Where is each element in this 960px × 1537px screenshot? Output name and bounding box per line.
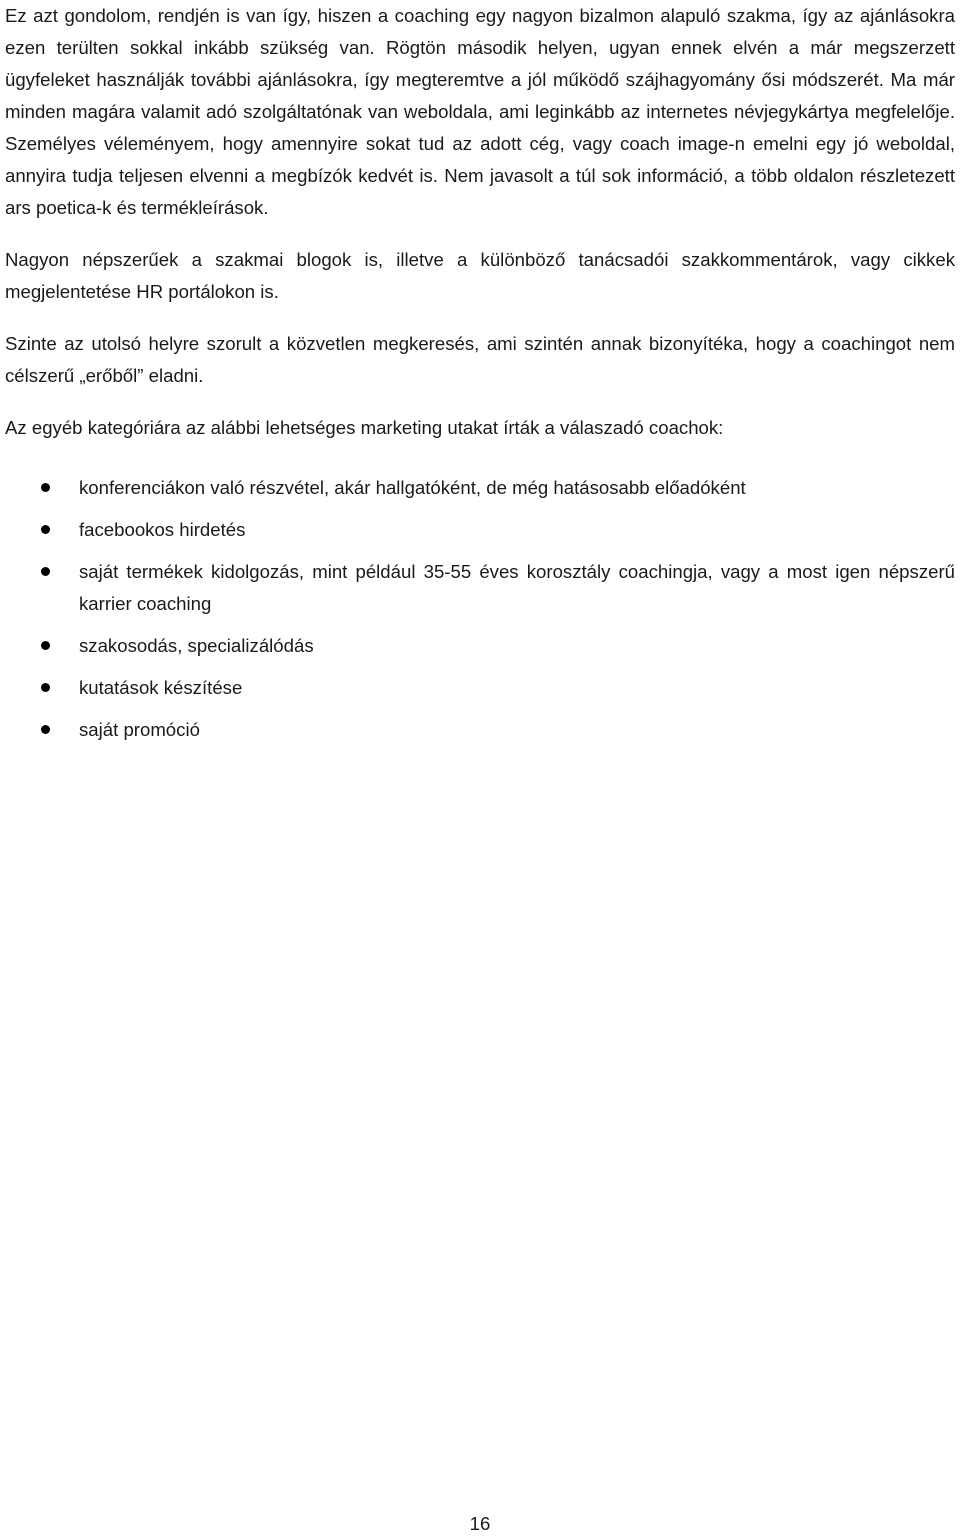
bullet-icon [41,725,50,734]
document-page [5,0,955,756]
list-item-text: szakosodás, specializálódás [79,635,314,656]
list-intro-paragraph: Az egyéb kategóriára az alábbi lehetséges marketing utakat írták a válaszadó coachok: [5,417,724,438]
body-paragraph: Ez azt gondolom, rendjén is van így, hiszen a coaching egy nagyon bizalmon alapuló szakma, így az ajánlásokra ezen terülten sokkal inkább szükség van. Rögtön második helyen, ugyan ennek elvén a már megszerzett ügyfeleket használják további ajánlásokra, így megteremtve a jól működő szájhagyomány ősi módszerét. Ma már minden magára valamit adó szolgáltatónak van weboldala, ami leginkább az internetes névjegykártya megfelelője. Személyes véleményem, hogy amennyire sokat tud az adott cég, vagy coach image-n emelni egy jó weboldal, annyira tudja teljesen elvenni a megbízók kedvét is. Nem javasolt a túl sok információ, a több oldalon részletezett ars poetica-k és termékleírások. [5,5,955,218]
list-item-text: konferenciákon való részvétel, akár hallgatóként, de még hatásosabb előadóként [79,477,746,498]
list-item [5,556,955,620]
body-paragraph: Nagyon népszerűek a szakmai blogok is, illetve a különböző tanácsadói szakkommentárok, vagy cikkek megjelentetése HR portálokon is. [5,249,955,302]
list-item [5,514,955,546]
bullet-icon [41,567,50,576]
list-item [5,714,955,746]
page-number: 16 [469,1513,491,1534]
bullet-icon [41,641,50,650]
list-item [5,672,955,704]
body-paragraph: Szinte az utolsó helyre szorult a közvetlen megkeresés, ami szintén annak bizonyítéka, hogy a coachingot nem célszerű „erőből” eladni. [5,333,955,386]
list-item [5,630,955,662]
list-item-text: saját promóció [79,719,200,740]
list-item [5,472,955,504]
marketing-channels-list [5,472,955,746]
list-item-text: kutatások készítése [79,677,243,698]
bullet-icon [41,683,50,692]
list-item-text: facebookos hirdetés [79,519,246,540]
list-item-text: saját termékek kidolgozás, mint például 35-55 éves korosztály coachingja, vagy a most igen népszerű karrier coaching [79,561,955,614]
bullet-icon [41,483,50,492]
bullet-icon [41,525,50,534]
